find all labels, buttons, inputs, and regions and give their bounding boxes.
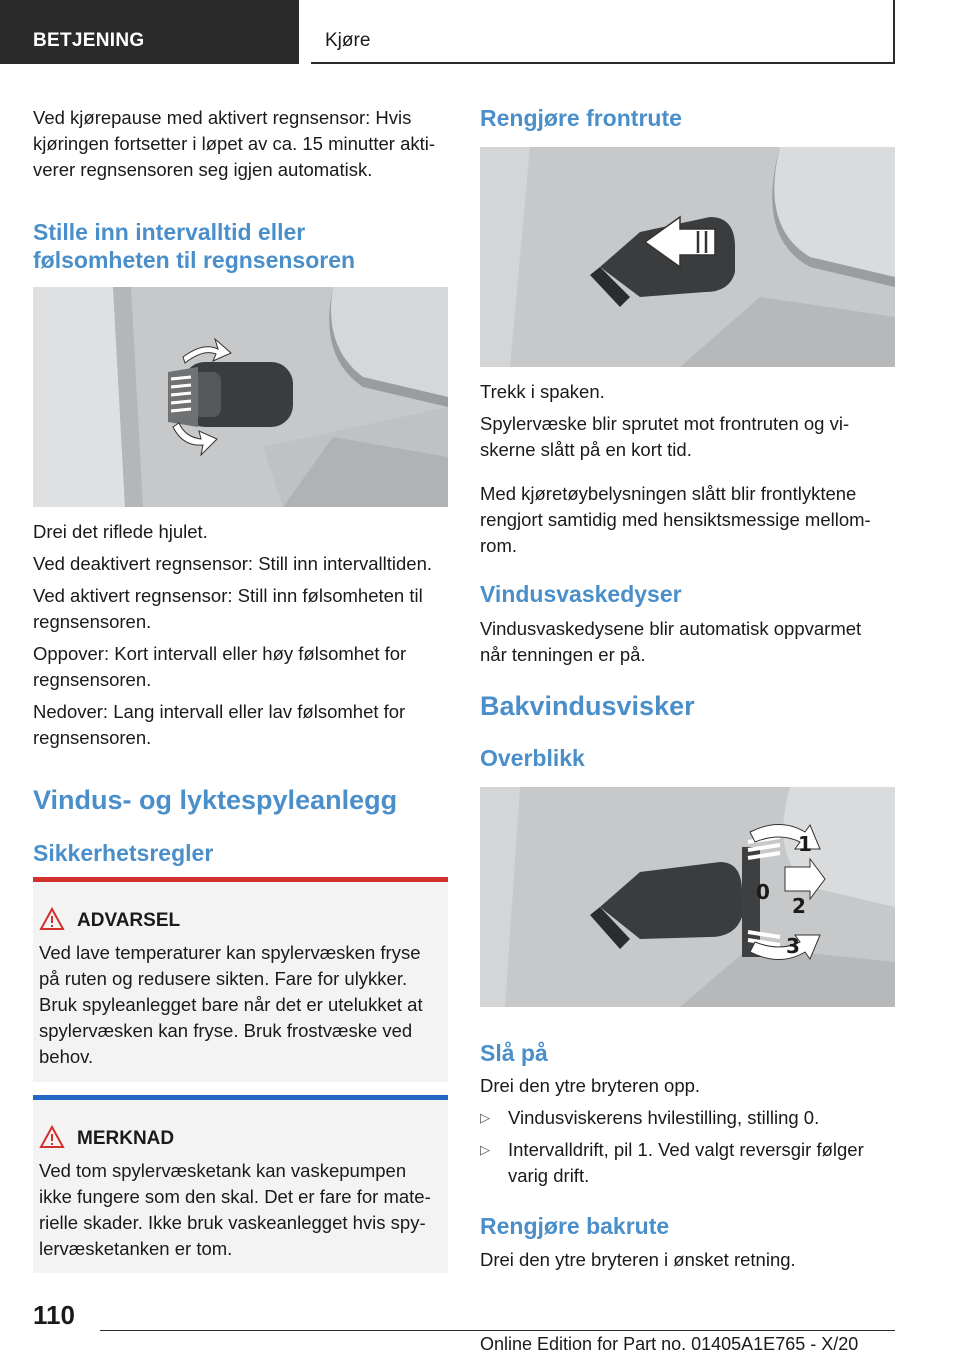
edition-text: Online Edition for Part no. 01405A1E765 - X/20: [480, 1334, 859, 1354]
bullet-line-3: varig drift.: [508, 1165, 590, 1186]
clean-line-3: skerne slått på en kort tid.: [480, 439, 692, 460]
label-0: 0: [756, 880, 770, 904]
chapter-label: Kjøre: [325, 30, 371, 51]
warning-text: [39, 940, 447, 1070]
clean-line-4: Med kjøretøybelysningen slått blir frontlyktene: [480, 483, 857, 504]
clean-line-2: Spylervæske blir sprutet mot frontruten og vi-: [480, 413, 850, 434]
interval-line-2: Ved deaktivert regnsensor: Still inn intervalltiden.: [33, 553, 432, 574]
notice-line: ikke fungere som den skal. Det er fare for mate-: [39, 1186, 431, 1207]
intro-line-2: kjøringen fortsetter i løpet av ca. 15 minutter akti-: [33, 133, 436, 154]
heading-clean-rear: Rengjøre bakrute: [480, 1213, 670, 1239]
bullet-line-2: Intervalldrift, pil 1. Ved valgt reversgir følger: [508, 1139, 864, 1160]
nozzle-line-1: Vindusvaskedysene blir automatisk oppvarmet: [480, 618, 862, 639]
rear-wiper-photo: [480, 787, 895, 1007]
notice-line: rielle skader. Ikke bruk vaskeanlegget hvis spy-: [39, 1212, 426, 1233]
notice-triangle-icon: [39, 1125, 65, 1154]
notice-line: lervæsketanken er tom.: [39, 1238, 233, 1259]
interval-line-3: Ved aktivert regnsensor: Still inn følsomheten til: [33, 585, 423, 606]
section-tab: [0, 0, 299, 64]
interval-line-7: Nedover: Lang intervall eller lav følsomhet for: [33, 701, 406, 722]
clean-line-1: Trekk i spaken.: [480, 381, 605, 402]
pull-stalk-photo: [480, 147, 895, 367]
label-2: 2: [792, 894, 806, 918]
intro-line-3: verer regnsensoren seg igjen automatisk.: [33, 159, 373, 180]
nozzle-line-2: når tenningen er på.: [480, 644, 646, 665]
warning-line: behov.: [39, 1046, 94, 1067]
warning-line: på ruten og redusere sikten. Fare for ulykker.: [39, 968, 408, 989]
interval-line-5: Oppover: Kort intervall eller høy følsomhet for: [33, 643, 407, 664]
bullet-triangle-icon: ▷: [480, 1110, 490, 1125]
section-label: BETJENING: [33, 30, 145, 51]
heading-washer: Vindus- og lyktespyleanlegg: [33, 785, 398, 815]
chapter-tab: [311, 0, 895, 64]
clean-line-5: rengjort samtidig med hensiktsmessige mellom-: [480, 509, 871, 530]
heading-nozzles: Vindusvaskedyser: [480, 581, 682, 607]
clean-line-6: rom.: [480, 535, 517, 556]
warning-line: Bruk spyleanlegget bare når det er utelukket at: [39, 994, 423, 1015]
heading-interval-1: Stille inn intervalltid eller: [33, 219, 306, 245]
heading-switch-on: Slå på: [480, 1040, 548, 1066]
interval-line-6: regnsensoren.: [33, 669, 152, 690]
heading-rear-wiper: Bakvindusvisker: [480, 691, 695, 721]
warning-title: ADVARSEL: [77, 910, 181, 931]
bullet-line-1: Vindusviskerens hvilestilling, stilling 0.: [508, 1107, 820, 1128]
heading-safety: Sikkerhetsregler: [33, 840, 214, 866]
interval-line-8: regnsensoren.: [33, 727, 152, 748]
notice-title: MERKNAD: [77, 1128, 175, 1149]
page-number: 110: [33, 1300, 75, 1330]
warning-line: Ved lave temperaturer kan spylervæsken fryse: [39, 942, 421, 963]
warning-box: [33, 877, 448, 1082]
clean-rear-text: Drei den ytre bryteren i ønsket retning.: [480, 1249, 796, 1270]
switch-on-text: Drei den ytre bryteren opp.: [480, 1075, 701, 1096]
warning-line: spylervæsken kan fryse. Bruk frostvæske ved: [39, 1020, 413, 1041]
notice-line: Ved tom spylervæsketank kan vaskepumpen: [39, 1160, 407, 1181]
heading-clean-windshield: Rengjøre frontrute: [480, 105, 682, 131]
label-3: 3: [786, 934, 800, 958]
warning-triangle-icon: [39, 907, 65, 936]
interval-line-1: Drei det riflede hjulet.: [33, 521, 208, 542]
heading-overview: Overblikk: [480, 745, 585, 771]
footer-divider: [100, 1330, 895, 1331]
intro-line-1: Ved kjørepause med aktivert regnsensor: Hvis: [33, 107, 412, 128]
heading-interval-2: følsomheten til regnsensoren: [33, 247, 356, 273]
interval-line-4: regnsensoren.: [33, 611, 152, 632]
bullet-triangle-icon: ▷: [480, 1142, 490, 1157]
label-1: 1: [798, 832, 812, 856]
notice-box: [33, 1095, 448, 1273]
wheel-stalk-photo: [33, 287, 448, 507]
notice-text: [39, 1158, 447, 1262]
